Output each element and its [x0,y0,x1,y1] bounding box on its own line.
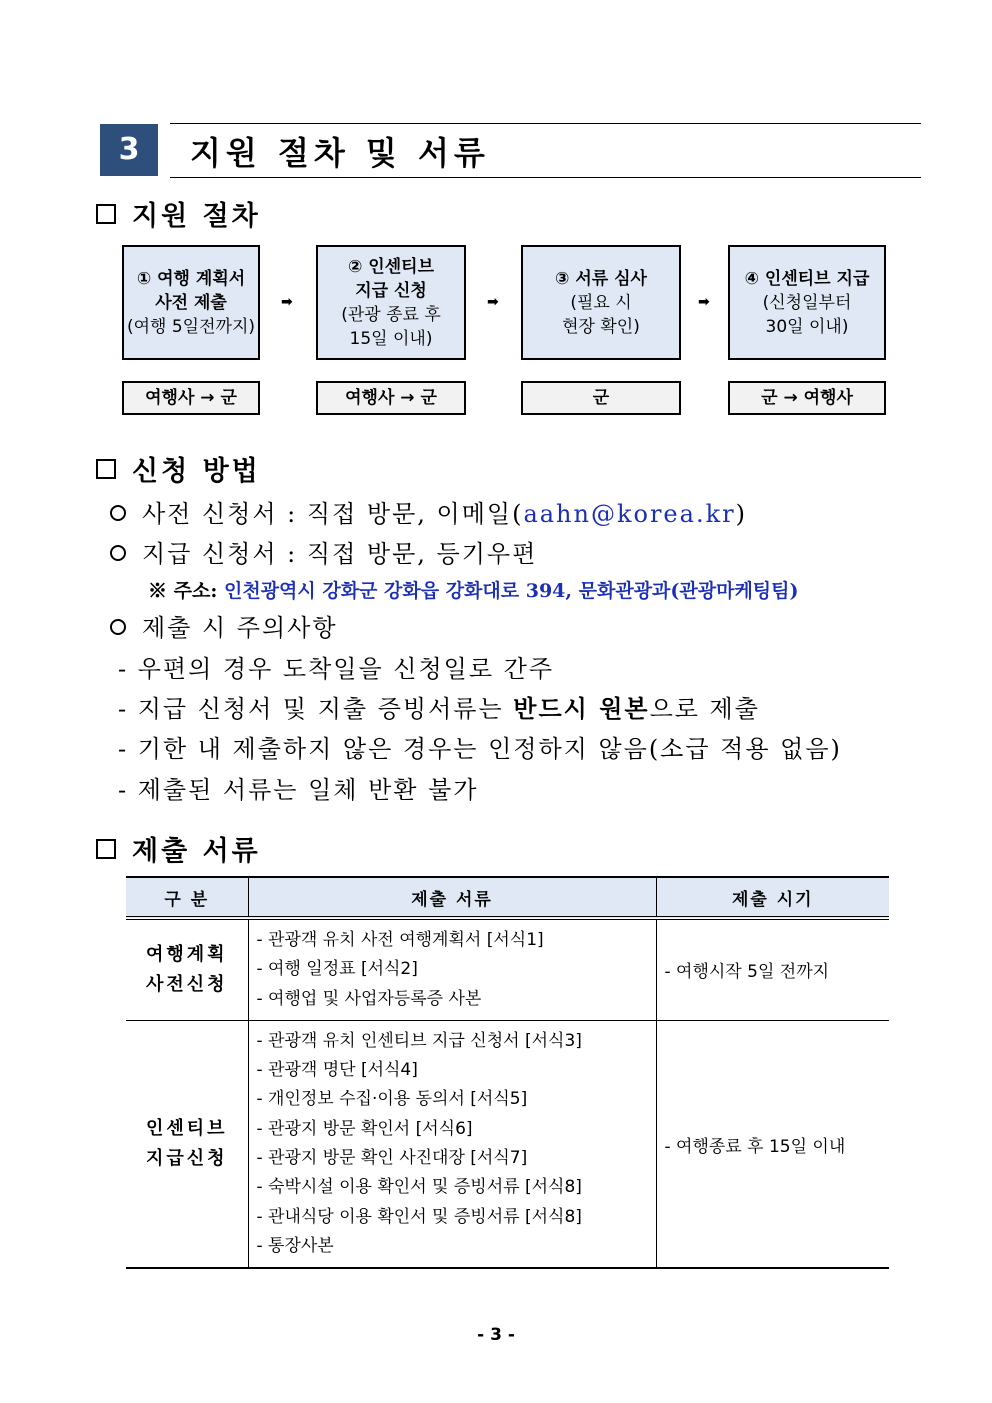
row-category-line: 지급신청 [145,1148,228,1170]
documents-heading [96,829,261,868]
step-2-actor: 여행사 → 군 [316,381,466,415]
doc-item: - 통장사본 [256,1235,334,1256]
section-rule-bottom [170,177,921,178]
step-2-note-2: 15일 이내) [349,328,433,349]
caution-4: - 제출된 서류는 일체 반환 불가 [118,776,479,804]
step-2-box [316,245,466,360]
method-heading [96,449,261,488]
checkbox-square-icon [96,459,116,479]
caution-title: 제출 시 주의사항 [142,614,338,642]
documents-table [126,876,889,1269]
payment-application-line [110,534,537,569]
documents-heading-text: 제출 서류 [132,836,261,867]
doc-item: - 관광지 방문 확인 사진대장 [서식7] [256,1148,528,1169]
arrow-icon: ➡ [281,294,293,310]
row-category-line: 여행계획 [145,943,228,965]
address-note [148,576,799,603]
method-heading-text: 신청 방법 [132,456,261,487]
step-4-note-1: (신청일부터 [762,292,852,313]
row-category-line: 사전신청 [145,973,228,995]
address-prefix: ※ 주소: [148,580,218,602]
pre-application-label: 사전 신청서 : 직접 방문, 이메일( [142,500,524,528]
step-1-box [122,245,260,360]
step-3-title-1: ③ 서류 심사 [555,268,647,289]
bullet-circle-icon [110,619,126,635]
payment-application-label: 지급 신청서 : 직접 방문, 등기우편 [142,540,538,568]
step-2-title-2: 지급 신청 [355,280,427,301]
row-documents [248,918,656,1020]
step-3-actor: 군 [521,381,681,415]
header-documents: 제출 서류 [248,877,656,918]
doc-item: - 숙박시설 이용 확인서 및 증빙서류 [서식8] [256,1177,582,1198]
step-2-title-1: ② 인센티브 [348,256,434,277]
step-2-note-1: (관광 종료 후 [341,304,441,325]
address-text: 인천광역시 강화군 강화읍 강화대로 394, 문화관광과(관광마케팅팀) [223,580,799,602]
step-1-title-1: ① 여행 계획서 [136,268,246,289]
section-title: 지원 절차 및 서류 [190,134,490,172]
row-category [126,918,248,1020]
doc-item: - 관광지 방문 확인서 [서식6] [256,1118,473,1139]
step-1-title-2: 사전 제출 [155,292,227,313]
arrow-icon: ➡ [487,294,499,310]
table-row [126,918,889,1020]
doc-item: - 관광객 유치 인센티브 지급 신청서 [서식3] [256,1030,582,1051]
step-3-note-2: 현장 확인) [562,316,640,337]
procedure-heading [96,194,261,233]
step-3-note-1: (필요 시 [570,292,632,313]
step-4-title-1: ④ 인센티브 지급 [744,268,870,289]
doc-item: - 개인정보 수집·이용 동의서 [서식5] [256,1089,528,1110]
caution-2-bold: 반드시 원본 [513,694,650,723]
step-1-actor: 여행사 → 군 [122,381,260,415]
contact-email[interactable]: aahn@korea.kr [523,500,736,528]
row-timing: - 여행종료 후 15일 이내 [656,1020,889,1268]
step-4-box [728,245,886,360]
procedure-heading-text: 지원 절차 [132,201,261,232]
row-timing: - 여행시작 5일 전까지 [656,918,889,1020]
bullet-circle-icon [110,505,126,521]
caution-2 [118,689,760,724]
table-row [126,1020,889,1268]
step-4-note-2: 30일 이내) [765,316,849,337]
step-4-actor: 군 → 여행사 [728,381,886,415]
step-1-note-1: (여행 5일전까지) [126,316,256,337]
bullet-circle-icon [110,545,126,561]
doc-item: - 여행 일정표 [서식2] [256,959,418,980]
header-timing: 제출 시기 [656,877,889,918]
caution-1: - 우편의 경우 도착일을 신청일로 간주 [118,655,555,683]
step-3-box [521,245,681,360]
checkbox-square-icon [96,839,116,859]
doc-item: - 관광객 명단 [서식4] [256,1060,418,1081]
pre-application-close: ) [735,500,747,528]
checkbox-square-icon [96,204,116,224]
row-category [126,1020,248,1268]
caution-3: - 기한 내 제출하지 않은 경우는 인정하지 않음(소급 적용 없음) [118,735,842,763]
caution-title-line [110,608,338,643]
doc-item: - 관광객 유치 사전 여행계획서 [서식1] [256,930,544,950]
section-rule-top [170,123,921,124]
page-number: - 3 - [477,1325,515,1345]
table-header-row [126,877,889,918]
header-category: 구 분 [126,877,248,918]
pre-application-line [110,494,747,529]
caution-2-pre: - 지급 신청서 및 지출 증빙서류는 [118,695,514,723]
doc-item: - 여행업 및 사업자등록증 사본 [256,988,482,1009]
section-number: 3 [100,124,158,176]
row-category-line: 인센티브 [145,1118,228,1140]
caution-2-post: 으로 제출 [649,695,760,723]
doc-item: - 관내식당 이용 확인서 및 증빙서류 [서식8] [256,1206,582,1227]
arrow-icon: ➡ [698,294,710,310]
row-documents [248,1020,656,1268]
